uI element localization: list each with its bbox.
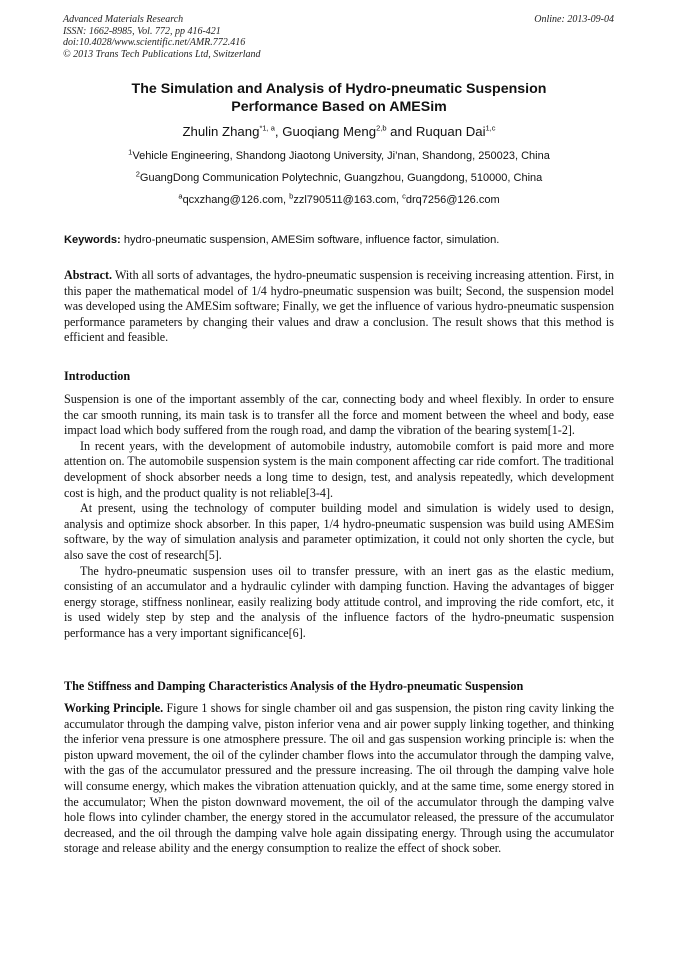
working-principle (64, 701, 614, 857)
section-2-heading: The Stiffness and Damping Characteristics Analysis of the Hydro-pneumatic Suspension (64, 679, 524, 693)
issn-line: ISSN: 1662-8985, Vol. 772, pp 416-421 (63, 25, 221, 37)
abstract-text: With all sorts of advantages, the hydro-pneumatic suspension is receiving increasing attention. First, in this paper the mathematical model of 1/4 hydro-pneumatic suspension was built; Second, the suspension model was developed using the AMESim software; Finally, we get the influence of various hydro-pneumatic suspension performance parameters by changing their values and draw a conclusion. The result shows that this method is efficient and feasible. (64, 268, 615, 345)
title-line-1: The Simulation and Analysis of Hydro-pneumatic Suspension (131, 81, 547, 97)
email-line (40, 191, 638, 206)
author-and: and (390, 124, 413, 139)
email-c[interactable]: drq7256@126.com (405, 194, 500, 206)
journal-name: Advanced Materials Research (63, 14, 184, 25)
author-1-marker: *1, a (259, 123, 275, 133)
doi-line[interactable]: doi:10.4028/www.scientific.net/AMR.772.416 (63, 37, 246, 48)
online-date: Online: 2013-09-04 (534, 14, 614, 25)
email-a[interactable]: qcxzhang@126.com, (182, 194, 287, 206)
affiliation-1-text: Vehicle Engineering, Shandong Jiaotong University, Ji’nan, Shandong, 250023, China (132, 150, 550, 162)
email-c-marker: c (402, 191, 406, 201)
intro-paragraph-3: At present, using the technology of computer building model and simulation is widely used to design, analysis and optimize shock absorber. In this paper, 1/4 hydro-pneumatic suspension was build using AMESim software, by the way of simulation analysis and parameter optimization, it could not only shorten the cycle, but also save the cost of research[5]. (64, 501, 614, 562)
affiliation-1-marker: 1 (128, 147, 133, 157)
affiliation-2-text: GuangDong Communication Polytechnic, Guangzhou, Guangdong, 510000, China (139, 172, 543, 184)
keywords-label: Keywords: (64, 234, 121, 246)
affiliation-1 (40, 147, 638, 162)
abstract-label: Abstract. (64, 268, 113, 282)
journal-header (63, 14, 261, 60)
intro-paragraph-1: Suspension is one of the important assembly of the car, connecting body and wheel flexibly. In order to ensure the car smooth running, its main task is to transfer all the force and moment between the wheel and body, ease impact load which body suffered from the rough road, and damp the vibration of the bearing system[1-2]. (64, 392, 614, 438)
keywords-text: hydro-pneumatic suspension, AMESim software, influence factor, simulation. (123, 234, 500, 246)
affiliation-2-marker: 2 (135, 169, 140, 179)
author-2-marker: 2,b (376, 123, 387, 133)
intro-paragraph-4: The hydro-pneumatic suspension uses oil to transfer pressure, with an inert gas as the elastic medium, consisting of an accumulator and a hydraulic cylinder with damping function. Having the advantages of bigger energy storage, stiffness nonlinear, easily realizing body attitude control, and improving the ride comfort, etc, it is used widely step by step and the analysis of the influence factors of the hydro-pneumatic suspension performance has a very important significance[6]. (64, 563, 614, 640)
paper-title (40, 80, 638, 116)
author-3: Ruquan Dai (415, 124, 486, 139)
author-3-marker: 1,c (485, 123, 496, 133)
working-principle-text: Figure 1 shows for single chamber oil and gas suspension, the piston ring cavity linking the accumulator through the damping valve, piston inferior vena and air power supply linking together, and thinking the inferior vena pressure is one atmosphere pressure. The oil and gas suspension working principle is: when the piston upward movement, the oil of the cylinder chamber flows into the accumulator through the damping valve, with the gas of the accumulator pressured and the pressure increasing. The oil through the damping valve hole will consume energy, which makes the vibration attenuation quickly, and at the same time, some energy stored in the accumulator; When the piston downward movement, the oil of the accumulator through the damping valve hole flows into cylinder chamber, the energy stored in the accumulator released, the pressure of the accumulator decreased, and the oil through the damping valve hole again dissipating energy. Through using the accumulator storage and release ability and the energy consumption to realize the effect of shock sober. (64, 701, 614, 856)
email-b-marker: b (289, 191, 294, 201)
email-b[interactable]: zzl790511@163.com, (293, 194, 400, 206)
title-line-2: Performance Based on AMESim (231, 99, 447, 115)
affiliation-2 (40, 169, 638, 184)
abstract (64, 268, 614, 346)
author-list: Zhulin Zhang$^{*1, a}$, Guoqiang Meng$^{2,b}$ and Ruquan Dai$^{1,c}$ (182, 123, 496, 139)
working-principle-label: Working Principle. (64, 701, 164, 715)
introduction-heading: Introduction (64, 369, 131, 383)
intro-paragraph-2: In recent years, with the development of automobile industry, automobile comfort is paid more and more attention on. The automobile suspension system is the main component affecting car ride comfort. The traditional development of shock absorber needs a long time to design, test, and analysis repeatedly, which development cost is high, and the product quality is not reliable[3-4]. (64, 438, 614, 500)
copyright-line: © 2013 Trans Tech Publications Ltd, Switzerland (63, 48, 261, 60)
author-1: Zhulin Zhang (182, 124, 260, 139)
introduction-body (64, 392, 614, 642)
email-a-marker: a (178, 191, 183, 201)
author-2: Guoqiang Meng (282, 124, 377, 139)
keywords (64, 234, 499, 246)
